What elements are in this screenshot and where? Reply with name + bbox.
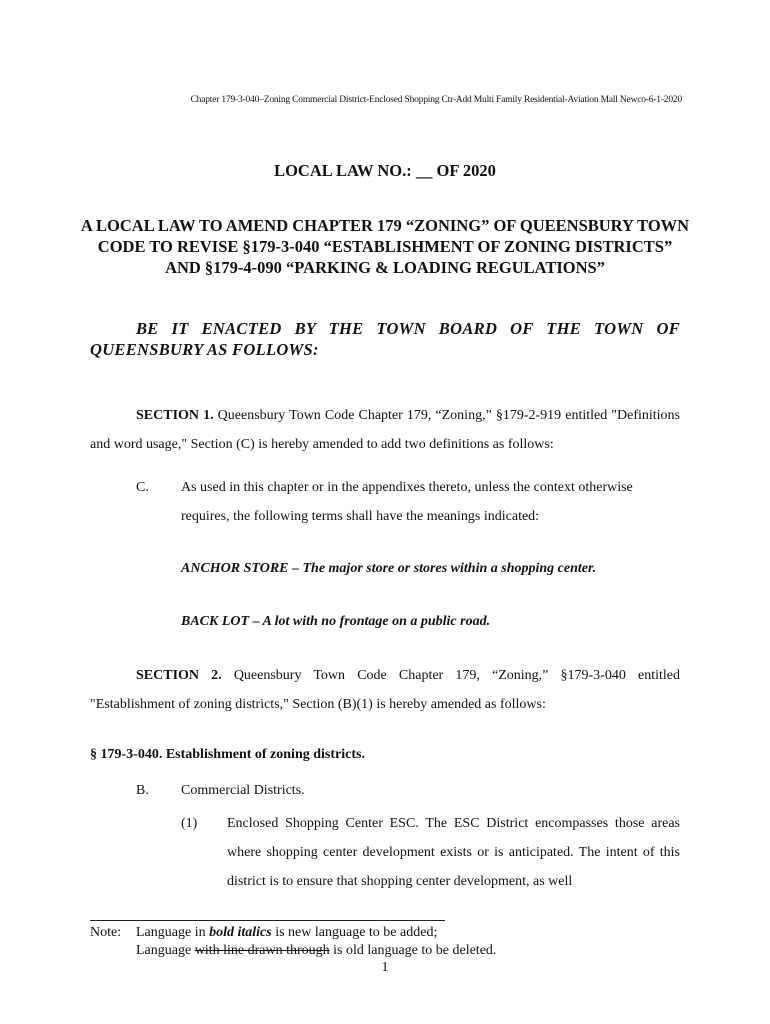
section-1-paragraph — [90, 401, 680, 459]
item-c-text: As used in this chapter or in the appendixes thereto, unless the context otherwise requires, the following terms shall have the meanings indicated: — [181, 480, 633, 524]
section-1-label: SECTION 1. — [136, 408, 214, 423]
item-c-letter: C. — [136, 480, 149, 495]
running-header: Chapter 179-3-040–Zoning Commercial District-Enclosed Shopping Ctr-Add Multi Family Residential-Aviation Mall Newco-6-1-2020 — [190, 95, 682, 105]
footnote-line-1-suffix: is new language to be added; — [271, 925, 438, 940]
footnote-line-2-prefix: Language — [136, 943, 195, 958]
footnote-line-1-prefix: Language in — [136, 925, 210, 940]
definition-anchor-store: ANCHOR STORE – The major store or stores within a shopping center. — [181, 561, 597, 576]
definition-back-lot: BACK LOT – A lot with no frontage on a public road. — [181, 614, 491, 629]
item-b-text: Commercial Districts. — [181, 783, 305, 798]
footnote-strikethrough: with line drawn through — [194, 943, 330, 958]
footnote-line-2-suffix: is old language to be deleted. — [329, 943, 497, 958]
footnote-line-1 — [136, 925, 437, 941]
law-title: A LOCAL LAW TO AMEND CHAPTER 179 “ZONING” OF QUEENSBURY TOWN CODE TO REVISE §179-3-040 “ESTABLISHMENT OF ZONING DISTRICTS” AND §179-4-090 “PARKING & LOADING REGULATIONS” — [80, 216, 690, 277]
local-law-number: LOCAL LAW NO.: __ OF 2020 — [274, 161, 496, 180]
item-1-number: (1) — [181, 816, 198, 831]
section-2-paragraph — [90, 661, 680, 719]
section-1-text: Queensbury Town Code Chapter 179, “Zoning,” §179-2-919 entitled "Definitions and word usage," Section (C) is hereby amended to add two definitions as follows: — [90, 408, 680, 452]
footnote-bold-italics: bold italics — [209, 925, 272, 940]
footnote-label: Note: — [90, 925, 122, 940]
item-1-text: Enclosed Shopping Center ESC. The ESC District encompasses those areas where shopping center development exists or is anticipated. The intent of this district is to ensure that shopping center development, as well — [227, 816, 680, 889]
section-2-label: SECTION 2. — [136, 668, 222, 683]
subsection-heading: § 179-3-040. Establishment of zoning districts. — [90, 747, 365, 762]
section-2-text: Queensbury Town Code Chapter 179, “Zoning,” §179-3-040 entitled "Establishment of zoning districts," Section (B)(1) is hereby amended as follows: — [90, 668, 680, 712]
footnote-divider — [90, 920, 445, 921]
item-b-letter: B. — [136, 783, 149, 798]
enactment-clause: BE IT ENACTED BY THE TOWN BOARD OF THE TOWN OF QUEENSBURY AS FOLLOWS: — [90, 319, 680, 359]
page-number: 1 — [381, 960, 389, 975]
footnote-line-2 — [136, 943, 496, 959]
